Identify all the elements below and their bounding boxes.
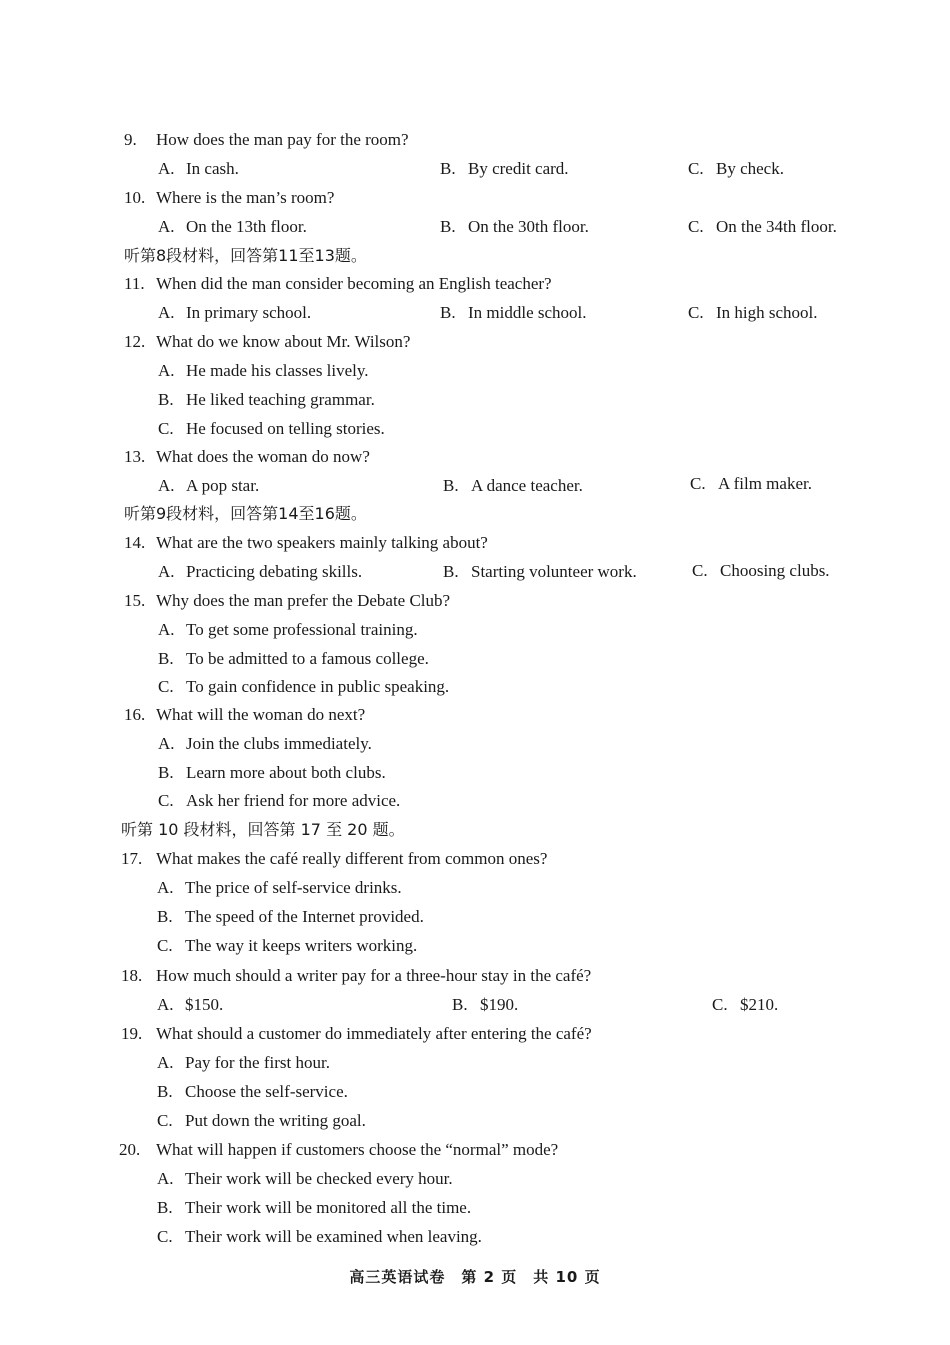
question-text: Why does the man prefer the Debate Club? xyxy=(156,591,451,610)
option-c: C. To gain confidence in public speaking. xyxy=(158,677,450,696)
question-17 xyxy=(121,848,547,870)
option-b: B. Choose the self-service. xyxy=(157,1082,348,1101)
option-c: C. On the 34th floor. xyxy=(688,217,837,236)
option-b: B. He liked teaching grammar. xyxy=(158,390,375,409)
question-text: What does the woman do now? xyxy=(156,447,370,466)
question-15 xyxy=(124,590,450,612)
option-c: C. $210. xyxy=(712,995,779,1014)
question-12 xyxy=(124,331,410,353)
question-number: 16. xyxy=(124,705,146,724)
page-footer: 高三英语试卷 第 2 页 共 10 页 xyxy=(349,1268,601,1286)
question-text: What makes the café really different from common ones? xyxy=(156,849,548,868)
question-number: 17. xyxy=(121,849,143,868)
option-a: A. A pop star. xyxy=(158,476,260,495)
option-a: A. Their work will be checked every hour. xyxy=(157,1169,453,1188)
question-14 xyxy=(124,532,488,554)
question-number: 15. xyxy=(124,591,146,610)
section-heading-8: 听第8段材料，回答第11至13题。 xyxy=(124,246,367,265)
option-a: A. Pay for the first hour. xyxy=(157,1053,330,1072)
option-a: A. $150. xyxy=(157,995,224,1014)
question-number: 19. xyxy=(121,1024,143,1043)
option-b: B. The speed of the Internet provided. xyxy=(157,907,424,926)
question-text: When did the man consider becoming an English teacher? xyxy=(156,274,552,293)
option-a: A. The price of self-service drinks. xyxy=(157,878,402,897)
question-text: How does the man pay for the room? xyxy=(156,130,409,149)
question-13 xyxy=(124,446,370,468)
question-text: What should a customer do immediately after entering the café? xyxy=(156,1024,592,1043)
question-11 xyxy=(124,273,552,295)
option-b: B. A dance teacher. xyxy=(443,476,583,495)
option-a: A. On the 13th floor. xyxy=(158,217,307,236)
option-b: B. On the 30th floor. xyxy=(440,217,589,236)
question-number: 18. xyxy=(121,966,143,985)
section-heading-9: 听第9段材料，回答第14至16题。 xyxy=(124,504,367,523)
option-c: C. By check. xyxy=(688,159,784,178)
option-a: A. In cash. xyxy=(158,159,239,178)
question-number: 12. xyxy=(124,332,146,351)
option-b: B. To be admitted to a famous college. xyxy=(158,649,429,668)
question-18 xyxy=(121,965,591,987)
option-a: A. Join the clubs immediately. xyxy=(158,734,372,753)
option-c: C. Put down the writing goal. xyxy=(157,1111,366,1130)
option-c: C. In high school. xyxy=(688,303,818,322)
option-c: C. Choosing clubs. xyxy=(692,561,830,580)
option-a: A. He made his classes lively. xyxy=(158,361,369,380)
question-number: 9. xyxy=(124,130,137,149)
option-b: B. In middle school. xyxy=(440,303,587,322)
question-text: Where is the man’s room? xyxy=(156,188,335,207)
question-number: 10. xyxy=(124,188,146,207)
option-a: A. Practicing debating skills. xyxy=(158,562,363,581)
question-text: What are the two speakers mainly talking about? xyxy=(156,533,488,552)
option-c: C. Their work will be examined when leaving. xyxy=(157,1227,482,1246)
option-a: A. In primary school. xyxy=(158,303,312,322)
question-number: 13. xyxy=(124,447,146,466)
option-b: B. Learn more about both clubs. xyxy=(158,763,386,782)
question-16 xyxy=(124,704,365,726)
question-number: 11. xyxy=(124,274,145,293)
question-19 xyxy=(121,1023,592,1045)
option-c: C. He focused on telling stories. xyxy=(158,419,385,438)
option-b: B. Their work will be monitored all the time. xyxy=(157,1198,472,1217)
question-number: 20. xyxy=(119,1140,141,1159)
section-heading-10: 听第 10 段材料，回答第 17 至 20 题。 xyxy=(121,820,405,839)
option-c: C. The way it keeps writers working. xyxy=(157,936,418,955)
option-c: C. Ask her friend for more advice. xyxy=(158,791,401,810)
question-text: What will happen if customers choose the “normal” mode? xyxy=(156,1140,559,1159)
option-a: A. To get some professional training. xyxy=(158,620,418,639)
question-text: How much should a writer pay for a three-hour stay in the café? xyxy=(156,966,592,985)
question-20 xyxy=(119,1139,558,1161)
question-number: 14. xyxy=(124,533,146,552)
question-10 xyxy=(124,187,334,209)
option-b: B. Starting volunteer work. xyxy=(443,562,637,581)
option-b: B. By credit card. xyxy=(440,159,569,178)
question-9 xyxy=(124,129,409,151)
question-text: What will the woman do next? xyxy=(156,705,366,724)
question-text: What do we know about Mr. Wilson? xyxy=(156,332,411,351)
option-c: C. A film maker. xyxy=(690,474,812,493)
option-b: B. $190. xyxy=(452,995,519,1014)
